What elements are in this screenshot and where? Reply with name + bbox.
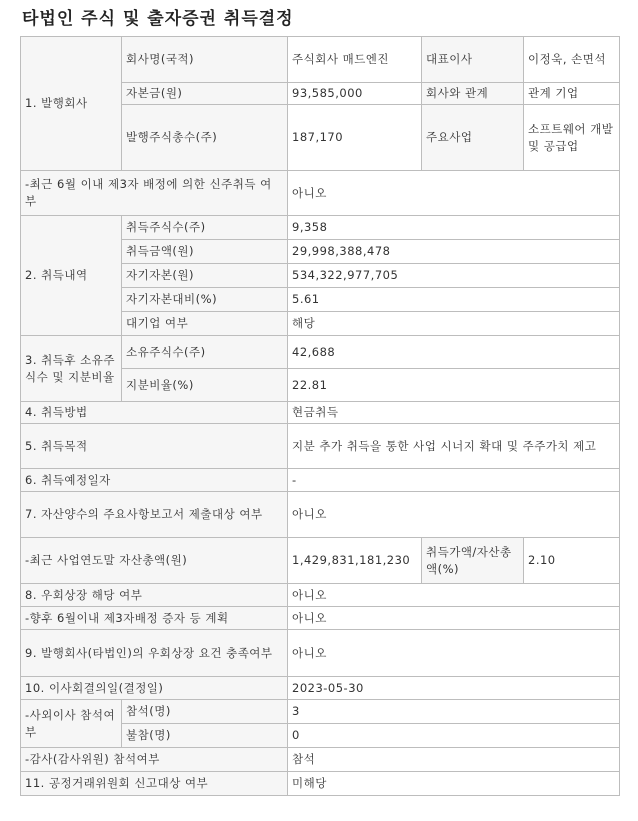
relation-label: 회사와 관계 (422, 83, 524, 105)
table-row (21, 402, 620, 424)
ftc-value: 미해당 (288, 772, 620, 796)
capital-label: 자본금(원) (122, 83, 288, 105)
ceo-value: 이정욱, 손면석 (524, 37, 620, 83)
rights-plan-label: -향후 6월이내 제3자배정 증자 등 계획 (21, 607, 288, 630)
company-name-value: 주식회사 매드엔진 (288, 37, 422, 83)
table-row (21, 538, 620, 584)
owned-shares-value: 42,688 (288, 336, 620, 369)
backdoor-listing-value: 아니오 (288, 584, 620, 607)
third-party-value: 아니오 (288, 171, 620, 216)
table-row (21, 492, 620, 538)
transfer-report-label: 7. 자산양수의 주요사항보고서 제출대상 여부 (21, 492, 288, 538)
large-company-value: 해당 (288, 312, 620, 336)
main-business-label: 주요사업 (422, 105, 524, 171)
relation-value: 관계 기업 (524, 83, 620, 105)
equity-label: 자기자본(원) (122, 264, 288, 288)
acquisition-section-label: 2. 취득내역 (21, 216, 122, 336)
price-asset-ratio-label: 취득가액/자산총액(%) (422, 538, 524, 584)
issuer-section-label: 1. 발행회사 (21, 37, 122, 171)
table-row (21, 171, 620, 216)
ftc-label: 11. 공정거래위원회 신고대상 여부 (21, 772, 288, 796)
purpose-value: 지분 추가 취득을 통한 사업 시너지 확대 및 주주가치 제고 (288, 424, 620, 469)
method-label: 4. 취득방법 (21, 402, 288, 424)
table-row (21, 677, 620, 700)
owned-shares-label: 소유주식수(주) (122, 336, 288, 369)
company-name-label: 회사명(국적) (122, 37, 288, 83)
planned-date-value: - (288, 469, 620, 492)
table-row (21, 584, 620, 607)
table-row (21, 607, 620, 630)
acquisition-amount-value: 29,998,388,478 (288, 240, 620, 264)
table-row (21, 772, 620, 796)
outside-directors-label: -사외이사 참석여부 (21, 700, 122, 748)
total-assets-value: 1,429,831,181,230 (288, 538, 422, 584)
method-value: 현금취득 (288, 402, 620, 424)
acquisition-amount-label: 취득금액(원) (122, 240, 288, 264)
ceo-label: 대표이사 (422, 37, 524, 83)
after-section-label: 3. 취득후 소유주식수 및 지분비율 (21, 336, 122, 402)
stake-ratio-label: 지분비율(%) (122, 369, 288, 402)
capital-value: 93,585,000 (288, 83, 422, 105)
planned-date-label: 6. 취득예정일자 (21, 469, 288, 492)
board-date-value: 2023-05-30 (288, 677, 620, 700)
table-row (21, 469, 620, 492)
requirement-label: 9. 발행회사(타법인)의 우회상장 요건 충족여부 (21, 630, 288, 677)
absent-value: 0 (288, 724, 620, 748)
total-shares-value: 187,170 (288, 105, 422, 171)
table-row (21, 630, 620, 677)
third-party-label: -최근 6월 이내 제3자 배정에 의한 신주취득 여부 (21, 171, 288, 216)
purpose-label: 5. 취득목적 (21, 424, 288, 469)
rights-plan-value: 아니오 (288, 607, 620, 630)
equity-ratio-value: 5.61 (288, 288, 620, 312)
page-title: 타법인 주식 및 출자증권 취득결정 (22, 9, 294, 29)
absent-label: 불참(명) (122, 724, 288, 748)
board-date-label: 10. 이사회결의일(결정일) (21, 677, 288, 700)
equity-ratio-label: 자기자본대비(%) (122, 288, 288, 312)
auditor-value: 참석 (288, 748, 620, 772)
table-row (21, 37, 620, 83)
total-shares-label: 발행주식총수(주) (122, 105, 288, 171)
auditor-label: -감사(감사위원) 참석여부 (21, 748, 288, 772)
main-business-value: 소프트웨어 개발 및 공급업 (524, 105, 620, 171)
present-value: 3 (288, 700, 620, 724)
large-company-label: 대기업 여부 (122, 312, 288, 336)
stake-ratio-value: 22.81 (288, 369, 620, 402)
equity-value: 534,322,977,705 (288, 264, 620, 288)
present-label: 참석(명) (122, 700, 288, 724)
disclosure-table (20, 36, 620, 796)
table-row (21, 216, 620, 240)
requirement-value: 아니오 (288, 630, 620, 677)
acquired-shares-label: 취득주식수(주) (122, 216, 288, 240)
total-assets-label: -최근 사업연도말 자산총액(원) (21, 538, 288, 584)
transfer-report-value: 아니오 (288, 492, 620, 538)
acquired-shares-value: 9,358 (288, 216, 620, 240)
table-row (21, 748, 620, 772)
price-asset-ratio-value: 2.10 (524, 538, 620, 584)
table-row (21, 424, 620, 469)
table-row (21, 700, 620, 724)
backdoor-listing-label: 8. 우회상장 해당 여부 (21, 584, 288, 607)
table-row (21, 336, 620, 369)
